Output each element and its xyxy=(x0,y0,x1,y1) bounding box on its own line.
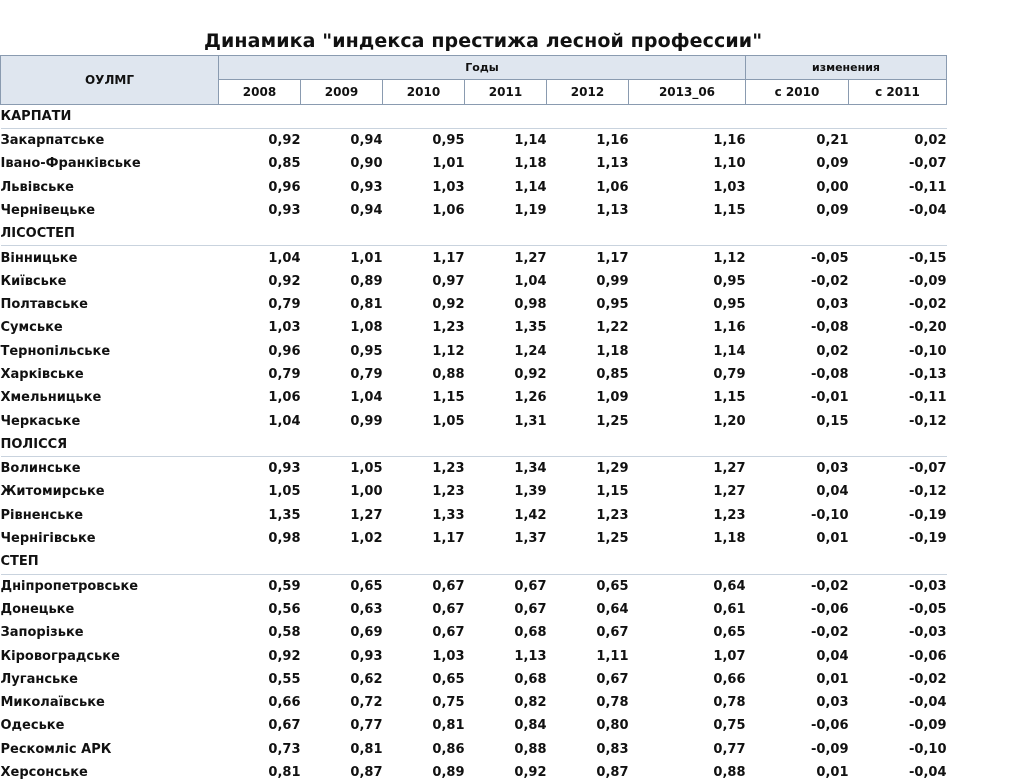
header-year: 2011 xyxy=(465,80,547,104)
year-value: 0,72 xyxy=(350,695,383,711)
table-row xyxy=(1,714,947,737)
change-value: -0,19 xyxy=(909,507,947,523)
year-value: 0,85 xyxy=(268,156,301,172)
table-row xyxy=(1,409,947,432)
year-value: 0,67 xyxy=(432,578,465,594)
change-value: -0,08 xyxy=(811,320,849,336)
year-value: 1,06 xyxy=(596,179,629,195)
header-years-group: Годы xyxy=(219,56,746,80)
year-value: 1,17 xyxy=(596,250,629,266)
region-name: Сумське xyxy=(0,320,63,336)
table-row xyxy=(1,316,947,339)
year-value: 1,27 xyxy=(514,250,547,266)
table-row xyxy=(1,738,947,761)
change-value: -0,13 xyxy=(909,367,947,382)
year-value: 1,11 xyxy=(596,648,629,664)
table-row xyxy=(1,386,947,409)
year-value: 0,90 xyxy=(350,156,383,172)
year-value: 0,82 xyxy=(514,695,547,711)
region-name: Кіровоградське xyxy=(0,648,120,664)
header-year: 2008 xyxy=(219,80,301,104)
year-value: 1,17 xyxy=(432,250,465,266)
year-value: 1,23 xyxy=(432,484,465,500)
year-value: 1,12 xyxy=(432,343,465,359)
year-value: 1,13 xyxy=(596,156,629,172)
year-value: 1,35 xyxy=(514,320,547,336)
section-label: СТЕП xyxy=(1,550,947,574)
year-value: 0,77 xyxy=(713,741,746,757)
year-value: 0,56 xyxy=(268,601,301,617)
year-value: 0,92 xyxy=(268,273,301,289)
year-value: 1,14 xyxy=(514,179,547,195)
year-value: 1,05 xyxy=(350,461,383,477)
change-value: 0,03 xyxy=(816,695,849,711)
year-value: 1,05 xyxy=(268,484,301,500)
year-value: 0,85 xyxy=(596,367,629,382)
year-value: 0,95 xyxy=(350,343,383,359)
year-value: 1,08 xyxy=(350,320,383,336)
year-value: 0,66 xyxy=(713,671,746,687)
change-value: -0,03 xyxy=(909,578,947,594)
year-value: 0,93 xyxy=(268,202,301,218)
year-value: 0,79 xyxy=(268,297,301,313)
year-value: 0,98 xyxy=(514,297,547,313)
year-value: 0,64 xyxy=(713,578,746,594)
header-region: ОУЛМГ xyxy=(1,56,219,105)
year-value: 0,88 xyxy=(514,741,547,757)
year-value: 1,29 xyxy=(596,461,629,477)
region-name: Запорізьке xyxy=(0,625,84,641)
year-value: 1,15 xyxy=(596,484,629,500)
table-row xyxy=(1,175,947,198)
change-value: -0,12 xyxy=(909,413,947,429)
year-value: 1,23 xyxy=(432,461,465,477)
year-value: 1,04 xyxy=(350,390,383,406)
table-body xyxy=(1,104,947,784)
year-value: 0,81 xyxy=(432,718,465,734)
section-row xyxy=(1,104,947,128)
region-name: Хмельницьке xyxy=(0,390,102,406)
year-value: 0,67 xyxy=(596,671,629,687)
year-value: 0,67 xyxy=(432,625,465,641)
year-value: 1,04 xyxy=(514,273,547,289)
year-value: 1,15 xyxy=(713,390,746,406)
table-row xyxy=(1,152,947,175)
change-value: -0,04 xyxy=(909,765,947,781)
change-value: 0,04 xyxy=(816,648,849,664)
year-value: 1,16 xyxy=(713,320,746,336)
year-value: 0,68 xyxy=(514,671,547,687)
year-value: 0,75 xyxy=(432,695,465,711)
region-name: Одеське xyxy=(0,718,65,734)
year-value: 0,84 xyxy=(514,718,547,734)
year-value: 1,27 xyxy=(713,484,746,500)
year-value: 0,81 xyxy=(350,741,383,757)
year-value: 1,05 xyxy=(432,413,465,429)
region-name: Волинське xyxy=(0,461,81,477)
change-value: -0,19 xyxy=(909,531,947,547)
year-value: 0,66 xyxy=(268,695,301,711)
change-value: -0,10 xyxy=(909,741,947,757)
region-name: Херсонське xyxy=(0,765,88,781)
table-row xyxy=(1,340,947,363)
change-value: 0,01 xyxy=(816,765,849,781)
change-value: -0,09 xyxy=(909,273,947,289)
year-value: 1,22 xyxy=(596,320,629,336)
year-value: 1,31 xyxy=(514,413,547,429)
year-value: 0,67 xyxy=(514,601,547,617)
year-value: 0,67 xyxy=(268,718,301,734)
year-value: 0,67 xyxy=(596,625,629,641)
year-value: 1,03 xyxy=(432,648,465,664)
year-value: 1,42 xyxy=(514,507,547,523)
region-name: Чернігівське xyxy=(0,531,96,547)
year-value: 0,93 xyxy=(350,648,383,664)
header-change-group: изменения xyxy=(746,56,947,80)
change-value: 0,03 xyxy=(816,297,849,313)
year-value: 1,01 xyxy=(432,156,465,172)
change-value: -0,08 xyxy=(811,367,849,382)
header-change: с 2010 xyxy=(746,80,849,104)
change-value: -0,10 xyxy=(909,343,947,359)
year-value: 1,25 xyxy=(596,413,629,429)
year-value: 0,86 xyxy=(432,741,465,757)
year-value: 0,79 xyxy=(713,367,746,382)
year-value: 1,35 xyxy=(268,507,301,523)
year-value: 1,07 xyxy=(713,648,746,664)
change-value: 0,09 xyxy=(816,156,849,172)
change-value: 0,04 xyxy=(816,484,849,500)
year-value: 0,94 xyxy=(350,202,383,218)
table-row xyxy=(1,644,947,667)
page-title: Динамика "индекса престижа лесной профессии" xyxy=(204,30,763,52)
table-header xyxy=(1,56,947,105)
table-row xyxy=(1,668,947,691)
change-value: -0,01 xyxy=(811,390,849,406)
change-value: 0,01 xyxy=(816,531,849,547)
change-value: -0,06 xyxy=(909,648,947,664)
section-row xyxy=(1,222,947,246)
region-name: Львівське xyxy=(0,179,74,195)
change-value: 0,01 xyxy=(816,671,849,687)
year-value: 0,63 xyxy=(350,601,383,617)
year-value: 0,65 xyxy=(713,625,746,641)
change-value: 0,02 xyxy=(914,133,947,149)
year-value: 0,93 xyxy=(350,179,383,195)
region-name: Івано-Франківське xyxy=(0,156,141,172)
year-value: 1,00 xyxy=(350,484,383,500)
header-year: 2010 xyxy=(383,80,465,104)
region-name: Житомирське xyxy=(0,484,105,500)
table-row xyxy=(1,691,947,714)
year-value: 0,88 xyxy=(432,367,465,382)
year-value: 0,99 xyxy=(596,273,629,289)
year-value: 0,99 xyxy=(350,413,383,429)
section-row xyxy=(1,550,947,574)
section-label: КАРПАТИ xyxy=(1,104,947,128)
year-value: 0,98 xyxy=(268,531,301,547)
change-value: -0,09 xyxy=(811,741,849,757)
year-value: 1,18 xyxy=(596,343,629,359)
year-value: 1,17 xyxy=(432,531,465,547)
region-name: Тернопільське xyxy=(0,343,111,359)
year-value: 1,06 xyxy=(268,390,301,406)
change-value: -0,06 xyxy=(811,718,849,734)
year-value: 0,92 xyxy=(268,648,301,664)
year-value: 1,16 xyxy=(713,133,746,149)
region-name: Полтавське xyxy=(0,297,88,313)
year-value: 0,87 xyxy=(596,765,629,781)
year-value: 1,14 xyxy=(713,343,746,359)
change-value: -0,12 xyxy=(909,484,947,500)
year-value: 0,77 xyxy=(350,718,383,734)
year-value: 0,92 xyxy=(514,765,547,781)
year-value: 1,19 xyxy=(514,202,547,218)
region-name: Дніпропетровське xyxy=(0,578,139,594)
year-value: 0,59 xyxy=(268,578,301,594)
year-value: 0,62 xyxy=(350,671,383,687)
change-value: -0,02 xyxy=(811,625,849,641)
year-value: 1,04 xyxy=(268,250,301,266)
change-value: -0,02 xyxy=(811,578,849,594)
change-value: -0,03 xyxy=(909,625,947,641)
table-row xyxy=(1,574,947,598)
region-name: Луганське xyxy=(0,671,78,687)
year-value: 0,93 xyxy=(268,461,301,477)
year-value: 0,89 xyxy=(432,765,465,781)
region-name: Черкаське xyxy=(0,413,81,429)
year-value: 0,96 xyxy=(268,179,301,195)
change-value: 0,09 xyxy=(816,202,849,218)
year-value: 1,13 xyxy=(514,648,547,664)
year-value: 0,69 xyxy=(350,625,383,641)
change-value: 0,03 xyxy=(816,461,849,477)
table-row xyxy=(1,199,947,222)
region-name: Донецьке xyxy=(0,601,75,617)
year-value: 1,18 xyxy=(713,531,746,547)
table-row xyxy=(1,457,947,481)
year-value: 1,02 xyxy=(350,531,383,547)
year-value: 1,24 xyxy=(514,343,547,359)
table-row xyxy=(1,761,947,784)
year-value: 1,15 xyxy=(713,202,746,218)
year-value: 0,97 xyxy=(432,273,465,289)
year-value: 0,95 xyxy=(596,297,629,313)
change-value: 0,02 xyxy=(816,343,849,359)
year-value: 0,65 xyxy=(432,671,465,687)
region-name: Харківське xyxy=(0,367,84,382)
year-value: 1,09 xyxy=(596,390,629,406)
year-value: 0,79 xyxy=(268,367,301,382)
year-value: 1,25 xyxy=(596,531,629,547)
year-value: 1,03 xyxy=(432,179,465,195)
year-value: 1,27 xyxy=(713,461,746,477)
year-value: 1,37 xyxy=(514,531,547,547)
change-value: -0,09 xyxy=(909,718,947,734)
year-value: 0,80 xyxy=(596,718,629,734)
year-value: 1,23 xyxy=(713,507,746,523)
year-value: 1,27 xyxy=(350,507,383,523)
year-value: 0,89 xyxy=(350,273,383,289)
change-value: -0,04 xyxy=(909,695,947,711)
year-value: 1,39 xyxy=(514,484,547,500)
year-value: 1,33 xyxy=(432,507,465,523)
year-value: 1,23 xyxy=(596,507,629,523)
year-value: 1,26 xyxy=(514,390,547,406)
change-value: -0,06 xyxy=(811,601,849,617)
year-value: 0,92 xyxy=(432,297,465,313)
change-value: -0,05 xyxy=(811,250,849,266)
section-label: ЛІСОСТЕП xyxy=(1,222,947,246)
year-value: 0,94 xyxy=(350,133,383,149)
year-value: 1,18 xyxy=(514,156,547,172)
table-row xyxy=(1,363,947,386)
year-value: 0,95 xyxy=(432,133,465,149)
year-value: 0,78 xyxy=(596,695,629,711)
change-value: -0,04 xyxy=(909,202,947,218)
year-value: 0,67 xyxy=(514,578,547,594)
year-value: 1,14 xyxy=(514,133,547,149)
year-value: 1,04 xyxy=(268,413,301,429)
year-value: 0,87 xyxy=(350,765,383,781)
year-value: 0,64 xyxy=(596,601,629,617)
year-value: 1,15 xyxy=(432,390,465,406)
table-row xyxy=(1,621,947,644)
region-name: Київське xyxy=(0,273,67,289)
change-value: 0,15 xyxy=(816,413,849,429)
change-value: -0,15 xyxy=(909,250,947,266)
table-row xyxy=(1,270,947,293)
year-value: 0,81 xyxy=(350,297,383,313)
year-value: 0,96 xyxy=(268,343,301,359)
change-value: -0,20 xyxy=(909,320,947,336)
region-name: Рескомліс АРК xyxy=(0,741,112,757)
change-value: -0,02 xyxy=(909,297,947,313)
year-value: 1,03 xyxy=(713,179,746,195)
data-table xyxy=(0,55,947,784)
year-value: 1,16 xyxy=(596,133,629,149)
year-value: 0,81 xyxy=(268,765,301,781)
year-value: 0,65 xyxy=(350,578,383,594)
region-name: Рівненське xyxy=(0,507,84,523)
year-value: 1,34 xyxy=(514,461,547,477)
year-value: 1,03 xyxy=(268,320,301,336)
year-value: 0,68 xyxy=(514,625,547,641)
change-value: -0,10 xyxy=(811,507,849,523)
table-row xyxy=(1,527,947,550)
table-row xyxy=(1,504,947,527)
change-value: -0,11 xyxy=(909,390,947,406)
region-name: Вінницьке xyxy=(0,250,78,266)
year-value: 1,06 xyxy=(432,202,465,218)
year-value: 0,55 xyxy=(268,671,301,687)
change-value: 0,21 xyxy=(816,133,849,149)
year-value: 0,95 xyxy=(713,273,746,289)
year-value: 0,61 xyxy=(713,601,746,617)
table-row xyxy=(1,246,947,270)
year-value: 1,12 xyxy=(713,250,746,266)
year-value: 0,79 xyxy=(350,367,383,382)
change-value: -0,02 xyxy=(909,671,947,687)
year-value: 1,10 xyxy=(713,156,746,172)
year-value: 1,13 xyxy=(596,202,629,218)
year-value: 0,95 xyxy=(713,297,746,313)
year-value: 0,88 xyxy=(713,765,746,781)
change-value: 0,00 xyxy=(816,179,849,195)
year-value: 1,01 xyxy=(350,250,383,266)
header-change: с 2011 xyxy=(849,80,947,104)
header-year: 2013_06 xyxy=(629,80,746,104)
change-value: -0,07 xyxy=(909,156,947,172)
region-name: Миколаївське xyxy=(0,695,105,711)
table-row xyxy=(1,598,947,621)
region-name: Закарпатське xyxy=(0,133,105,149)
change-value: -0,07 xyxy=(909,461,947,477)
table-row xyxy=(1,128,947,152)
year-value: 0,58 xyxy=(268,625,301,641)
header-year: 2009 xyxy=(301,80,383,104)
region-name: Чернівецьке xyxy=(0,202,96,218)
year-value: 0,73 xyxy=(268,741,301,757)
year-value: 1,23 xyxy=(432,320,465,336)
year-value: 0,92 xyxy=(268,133,301,149)
change-value: -0,02 xyxy=(811,273,849,289)
year-value: 0,75 xyxy=(713,718,746,734)
year-value: 0,83 xyxy=(596,741,629,757)
section-row xyxy=(1,433,947,457)
header-year: 2012 xyxy=(547,80,629,104)
table-row xyxy=(1,480,947,503)
year-value: 0,92 xyxy=(514,367,547,382)
change-value: -0,11 xyxy=(909,179,947,195)
year-value: 0,67 xyxy=(432,601,465,617)
change-value: -0,05 xyxy=(909,601,947,617)
year-value: 0,78 xyxy=(713,695,746,711)
year-value: 0,65 xyxy=(596,578,629,594)
section-label: ПОЛІССЯ xyxy=(1,433,947,457)
table-row xyxy=(1,293,947,316)
year-value: 1,20 xyxy=(713,413,746,429)
